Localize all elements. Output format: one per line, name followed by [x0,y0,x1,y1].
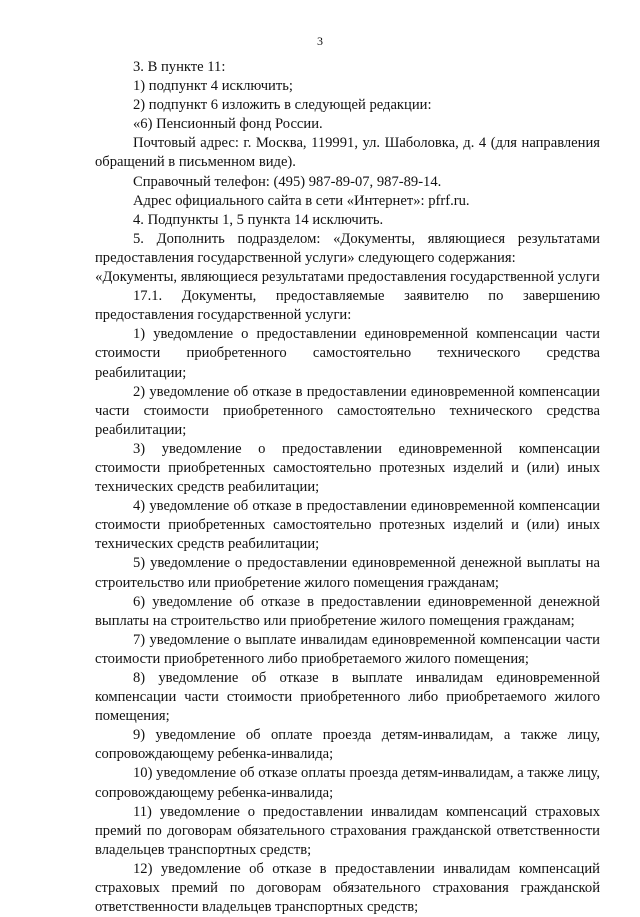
list-item: 6) уведомление об отказе в предоставлении единовременной денежной выплаты на строительство или приобретение жилого помещения гражданам; [95,593,600,629]
list-item: 10) уведомление об отказе оплаты проезда детям-инвалидам, а также лицу, сопровождающему ребенка-инвалида; [95,765,600,801]
list-item: 11) уведомление о предоставлении инвалидам компенсаций страховых премий по договорам обязательного страхования гражданской ответственности владельцев транспортных средств; [95,803,600,858]
paragraph: «6) Пенсионный фонд России. [133,116,323,133]
subsection-heading: «Документы, являющиеся результатами предоставления государственной услуги [95,269,600,286]
list-item: 9) уведомление об оплате проезда детям-инвалидам, а также лицу, сопровождающему ребенка-инвалида; [95,727,600,763]
paragraph: 17.1. Документы, предоставляемые заявителю по завершению предоставления государственной услуги: [95,288,600,324]
paragraph: Адрес официального сайта в сети «Интернет»: pfrf.ru. [133,192,470,209]
list-item: 12) уведомление об отказе в предоставлении инвалидам компенсаций страховых премий по договорам обязательного страхования гражданской ответственности владельцев транспортных средств; [95,860,600,916]
paragraph: 1) подпункт 4 исключить; [133,78,293,95]
document-body [95,58,600,917]
paragraph: 4. Подпункты 1, 5 пункта 14 исключить. [133,211,384,228]
paragraph: Справочный телефон: (495) 987-89-07, 987-89-14. [133,173,442,190]
list-item: 7) уведомление о выплате инвалидам единовременной компенсации части стоимости приобретенного либо приобретаемого жилого помещения; [95,631,600,667]
page-number: 3 [317,34,323,48]
list-item: 1) уведомление о предоставлении единовременной компенсации части стоимости приобретенного самостоятельно технического средства реабилитации; [95,326,600,381]
list-item: 8) уведомление об отказе в выплате инвалидам единовременной компенсации части стоимости приобретенного либо приобретаемого жилого помещения; [95,670,600,725]
paragraph: 5. Дополнить подразделом: «Документы, являющиеся результатами предоставления государственной услуги» следующего содержания: [95,230,600,266]
list-item: 3) уведомление о предоставлении единовременной компенсации стоимости приобретенных самостоятельно протезных изделий и (или) иных технических средств реабилитации; [95,440,600,496]
paragraph: 3. В пункте 11: [133,59,226,75]
list-item: 4) уведомление об отказе в предоставлении единовременной компенсации стоимости приобретенных самостоятельно протезных изделий и (или) иных технических средств реабилитации; [95,498,600,553]
list-item: 2) уведомление об отказе в предоставлении единовременной компенсации части стоимости приобретенного самостоятельно технического средства реабилитации; [95,383,600,438]
paragraph: Почтовый адрес: г. Москва, 119991, ул. Шаболовка, д. 4 (для направления обращений в письменном виде). [95,135,600,171]
list-item: 5) уведомление о предоставлении единовременной денежной выплаты на строительство или приобретение жилого помещения гражданам; [95,555,600,591]
paragraph: 2) подпункт 6 изложить в следующей редакции: [133,97,432,114]
